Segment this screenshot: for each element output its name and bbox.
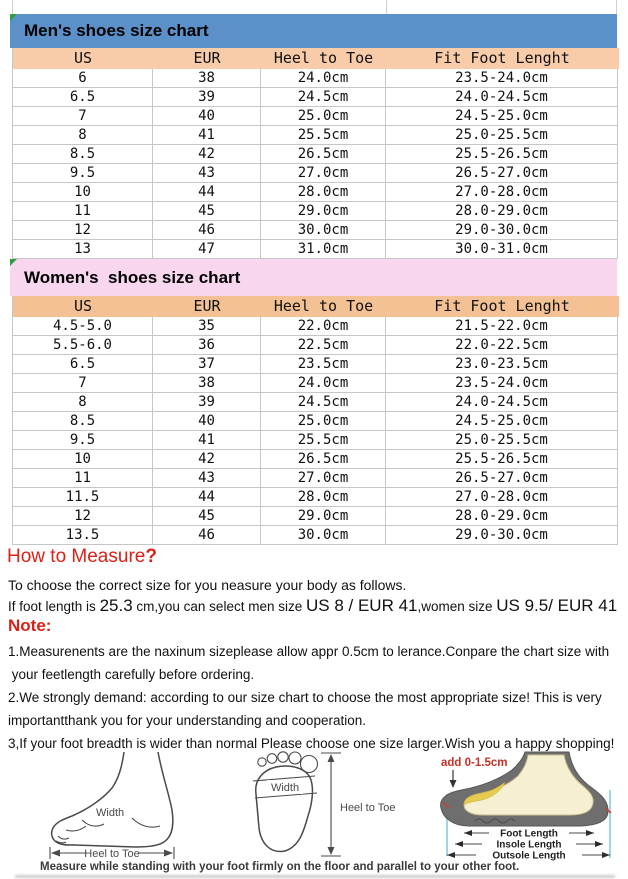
table-cell: 11.5 [13, 488, 153, 507]
table-cell: 10 [13, 450, 153, 469]
table-cell: 35 [153, 317, 261, 336]
mens-table-body [13, 69, 619, 259]
table-cell: 24.5cm [261, 393, 386, 412]
table-cell: 31.0cm [261, 240, 386, 259]
column-header: Heel to Toe [273, 49, 374, 67]
table-cell: 30.0cm [261, 221, 386, 240]
gridline [616, 0, 617, 14]
table-row [13, 355, 619, 374]
example-segment: If foot length is [8, 599, 100, 614]
table-cell: 11 [13, 202, 153, 221]
table-cell: 24.0cm [261, 69, 386, 88]
table-row [13, 526, 619, 545]
foot-length-label: Foot Length [500, 828, 558, 840]
how-to-measure-heading [7, 546, 157, 568]
table-cell: 13 [13, 240, 153, 259]
bottom-foot-diagram [243, 750, 418, 862]
table-cell: 46 [153, 221, 261, 240]
example-segment: US 9.5/ EUR 41 [496, 596, 618, 615]
note-line: 1.Measurenents are the naxinum sizeplease allow appr 0.5cm to lerance.Conpare the chart size with [8, 644, 610, 659]
womens-table-body [13, 317, 619, 545]
table-cell: 22.5cm [261, 336, 386, 355]
table-cell: 36 [153, 336, 261, 355]
table-row [13, 107, 619, 126]
womens-size-table [12, 296, 619, 545]
table-cell: 41 [153, 126, 261, 145]
table-cell: 9.5 [13, 164, 153, 183]
table-cell: 25.0cm [261, 412, 386, 431]
table-cell: 26.5cm [261, 145, 386, 164]
table-row [13, 469, 619, 488]
column-header: Heel to Toe [273, 297, 374, 315]
table-cell: 12 [13, 221, 153, 240]
heading-question-mark: ? [145, 546, 157, 567]
table-cell: 46 [153, 526, 261, 545]
note-line: importantthank you for your understanding and cooperation. [8, 713, 366, 728]
gridline [12, 0, 13, 14]
table-cell: 25.5-26.5cm [386, 450, 618, 469]
table-row [13, 393, 619, 412]
column-header: US [73, 49, 93, 67]
table-cell: 12 [13, 507, 153, 526]
table-cell: 42 [153, 450, 261, 469]
table-row [13, 336, 619, 355]
table-cell: 22.0-22.5cm [386, 336, 618, 355]
table-row [13, 412, 619, 431]
table-cell: 9.5 [13, 431, 153, 450]
womens-table-header [13, 296, 619, 317]
table-cell: 38 [153, 374, 261, 393]
note-line: your feetlength carefully before ordering. [8, 667, 255, 682]
table-cell: 6.5 [13, 355, 153, 374]
table-cell: 45 [153, 507, 261, 526]
table-cell: 11 [13, 469, 153, 488]
heading-text: How to Measure [7, 546, 146, 567]
table-cell: 23.5-24.0cm [386, 374, 618, 393]
outsole-length-label: Outsole Length [492, 850, 566, 862]
note-line: 2.We strongly demand: according to our size chart to choose the most appropriate size! This is very [8, 690, 602, 705]
column-header: US [73, 297, 93, 315]
table-cell: 22.0cm [261, 317, 386, 336]
table-cell: 24.0cm [261, 374, 386, 393]
table-cell: 29.0-30.0cm [386, 526, 618, 545]
table-cell: 27.0-28.0cm [386, 183, 618, 202]
table-cell: 40 [153, 412, 261, 431]
table-row [13, 221, 619, 240]
table-cell: 28.0cm [261, 183, 386, 202]
table-cell: 29.0cm [261, 507, 386, 526]
side-foot-width-label: Width [96, 807, 125, 819]
table-row [13, 374, 619, 393]
table-cell: 23.0-23.5cm [386, 355, 618, 374]
table-cell: 5.5-6.0 [13, 336, 153, 355]
table-cell: 8 [13, 393, 153, 412]
side-foot-diagram [36, 752, 186, 860]
example-segment: 25.3 [99, 596, 133, 615]
table-cell: 39 [153, 88, 261, 107]
table-cell: 40 [153, 107, 261, 126]
example-segment: cm,you can select men size [132, 599, 306, 614]
column-header: EUR [193, 297, 221, 315]
table-cell: 8 [13, 126, 153, 145]
table-row [13, 126, 619, 145]
measure-intro-text: To choose the correct size for you neasure your body as follows. [8, 577, 407, 593]
table-cell: 7 [13, 107, 153, 126]
table-cell: 41 [153, 431, 261, 450]
table-row [13, 507, 619, 526]
table-cell: 25.5cm [261, 431, 386, 450]
column-header: Fit Foot Lenght [434, 297, 570, 315]
table-row [13, 164, 619, 183]
table-cell: 24.5cm [261, 88, 386, 107]
table-cell: 29.0cm [261, 202, 386, 221]
table-cell: 25.0-25.5cm [386, 126, 618, 145]
table-cell: 7 [13, 374, 153, 393]
table-cell: 27.0cm [261, 469, 386, 488]
table-cell: 25.5cm [261, 126, 386, 145]
mens-size-table [12, 48, 619, 259]
spreadsheet-strip [0, 0, 628, 14]
table-cell: 44 [153, 183, 261, 202]
note-line: 3,If your foot breadth is wider than normal Please choose one size larger.Wish you a happy shopping! [8, 736, 615, 751]
table-row [13, 183, 619, 202]
example-segment: ,women size [417, 599, 497, 614]
table-cell: 13.5 [13, 526, 153, 545]
table-cell: 6.5 [13, 88, 153, 107]
table-cell: 27.0cm [261, 164, 386, 183]
table-cell: 10 [13, 183, 153, 202]
table-cell: 45 [153, 202, 261, 221]
table-cell: 26.5cm [261, 450, 386, 469]
table-cell: 24.5-25.0cm [386, 412, 618, 431]
table-row [13, 145, 619, 164]
table-cell: 8.5 [13, 145, 153, 164]
gridline [386, 0, 387, 14]
table-cell: 28.0-29.0cm [386, 202, 618, 221]
table-cell: 30.0cm [261, 526, 386, 545]
table-cell: 30.0-31.0cm [386, 240, 618, 259]
excel-comment-triangle-icon [10, 259, 17, 266]
table-cell: 24.0-24.5cm [386, 88, 618, 107]
table-cell: 38 [153, 69, 261, 88]
table-row [13, 431, 619, 450]
table-row [13, 450, 619, 469]
table-cell: 23.5cm [261, 355, 386, 374]
table-cell: 4.5-5.0 [13, 317, 153, 336]
table-cell: 21.5-22.0cm [386, 317, 618, 336]
table-cell: 43 [153, 469, 261, 488]
excel-comment-triangle-icon [10, 14, 17, 21]
table-cell: 25.0-25.5cm [386, 431, 618, 450]
table-cell: 28.0-29.0cm [386, 507, 618, 526]
mens-table-header [13, 48, 619, 69]
table-cell: 44 [153, 488, 261, 507]
bottom-foot-heel-to-toe-label: Heel to Toe [340, 802, 396, 814]
add-length-label: add 0-1.5cm [441, 757, 508, 769]
table-cell: 47 [153, 240, 261, 259]
table-cell: 23.5-24.0cm [386, 69, 618, 88]
insole-length-label: Insole Length [496, 839, 562, 851]
column-header: EUR [193, 49, 221, 67]
mens-chart-title-bar [10, 14, 617, 48]
table-cell: 24.5-25.0cm [386, 107, 618, 126]
bottom-foot-width-label: Width [270, 782, 300, 794]
table-cell: 24.0-24.5cm [386, 393, 618, 412]
table-cell: 37 [153, 355, 261, 374]
table-cell: 26.5-27.0cm [386, 469, 618, 488]
table-cell: 39 [153, 393, 261, 412]
bottom-smudge-line [15, 875, 615, 878]
table-cell: 27.0-28.0cm [386, 488, 618, 507]
table-row [13, 202, 619, 221]
womens-chart-title: Women's shoes size chart [24, 267, 241, 287]
table-cell: 6 [13, 69, 153, 88]
table-cell: 26.5-27.0cm [386, 164, 618, 183]
mens-chart-title: Men's shoes size chart [24, 21, 209, 40]
table-cell: 42 [153, 145, 261, 164]
table-row [13, 69, 619, 88]
table-cell: 43 [153, 164, 261, 183]
size-example-text [8, 596, 617, 616]
table-cell: 29.0-30.0cm [386, 221, 618, 240]
womens-chart-title-bar [10, 259, 617, 296]
table-row [13, 488, 619, 507]
side-foot-heel-to-toe-label: Heel to Toe [84, 848, 140, 860]
example-segment: US 8 / EUR 41 [305, 596, 418, 615]
table-cell: 25.0cm [261, 107, 386, 126]
notes-list [8, 640, 626, 755]
table-cell: 25.5-26.5cm [386, 145, 618, 164]
measure-caption: Measure while standing with your foot firmly on the floor and parallel to your other foot. [40, 861, 520, 873]
table-cell: 28.0cm [261, 488, 386, 507]
column-header: Fit Foot Lenght [434, 49, 570, 67]
table-row [13, 240, 619, 259]
note-heading: Note: [8, 616, 52, 635]
shoe-length-diagram [413, 750, 625, 868]
table-row [13, 317, 619, 336]
table-cell: 8.5 [13, 412, 153, 431]
table-row [13, 88, 619, 107]
